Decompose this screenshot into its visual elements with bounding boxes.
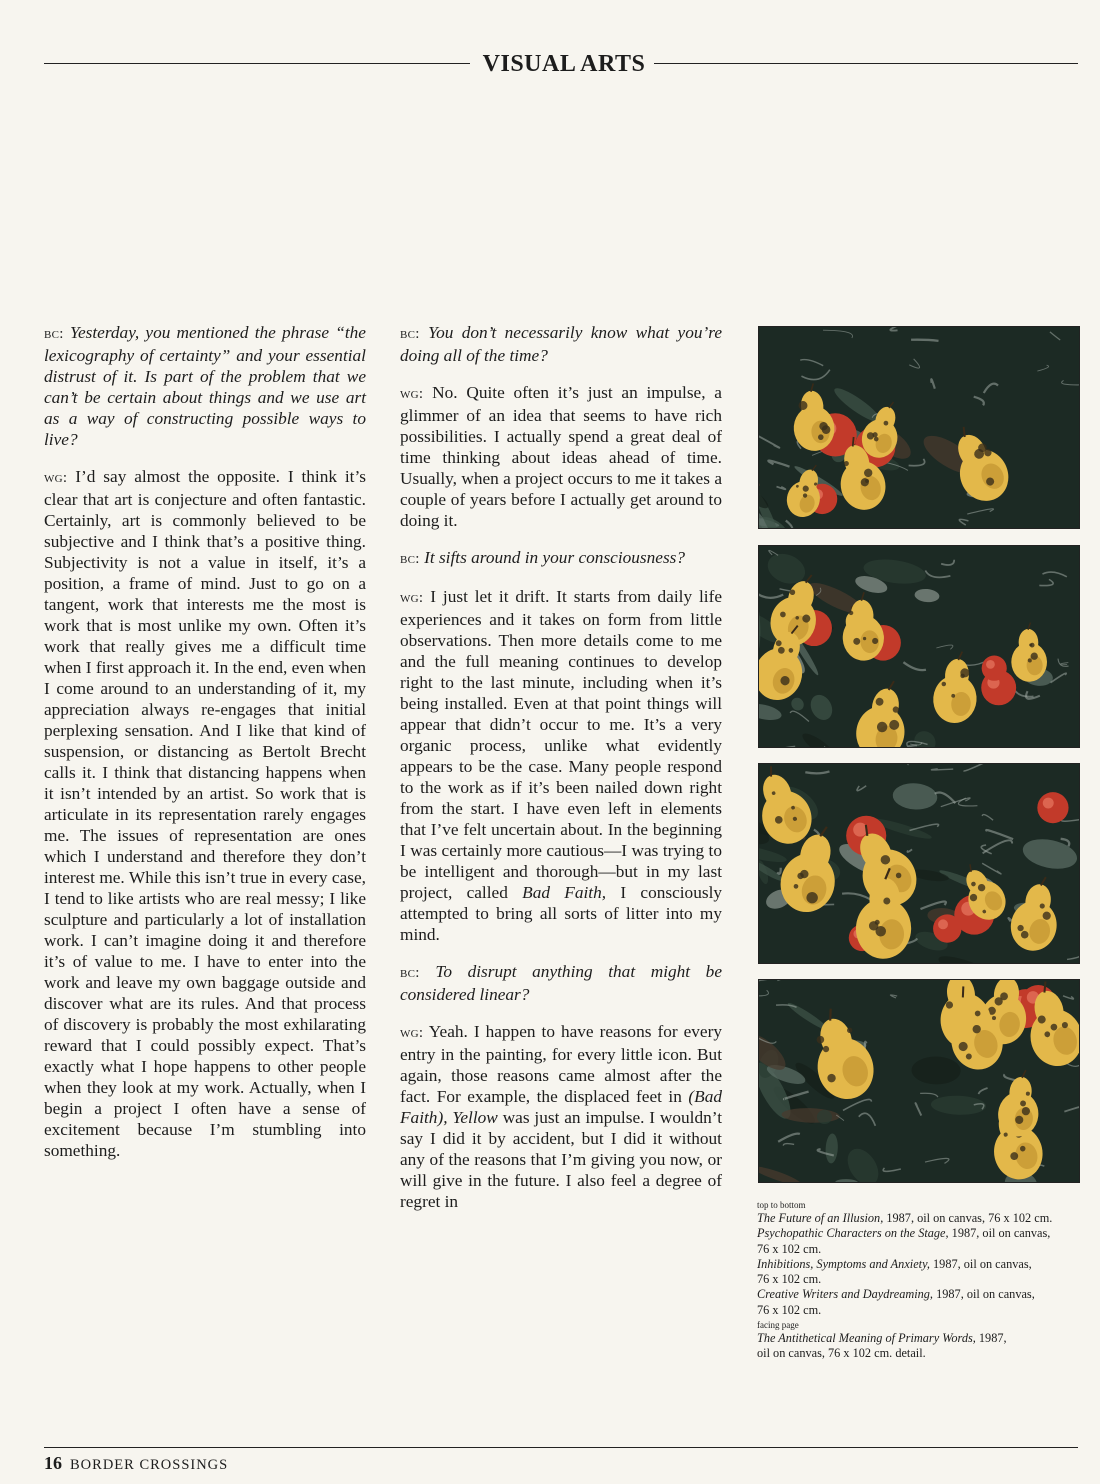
caption-entry: [757, 1331, 1079, 1362]
painting-plate-2: [758, 545, 1080, 748]
caption-title: Creative Writers and Daydreaming,: [757, 1287, 934, 1302]
question-paragraph: [400, 961, 722, 1005]
article-column-1: [44, 322, 366, 1177]
caption-entry: [757, 1211, 1079, 1226]
speaker-bc: bc:: [400, 326, 420, 342]
caption-label: facing page: [757, 1320, 799, 1331]
question-text: You don’t necessarily know what you’re doing all of the time?: [400, 323, 722, 365]
painting-plate-1: [758, 326, 1080, 529]
publication-name: BORDER CROSSINGS: [70, 1457, 229, 1473]
question-paragraph: [400, 322, 722, 366]
caption-title: The Antithetical Meaning of Primary Words,: [757, 1331, 976, 1346]
pear-painting-image: [759, 327, 1079, 528]
answer-text: was just an impulse. I wouldn’t say I did it by accident, but I did it without any of the reasons that I’m giving you now, or will give in the future. I also feel a degree of regret in: [400, 1108, 722, 1211]
speaker-bc: bc:: [400, 965, 420, 981]
image-captions: [757, 1200, 1079, 1362]
caption-entry: [757, 1226, 1079, 1257]
answer-text: I just let it drift. It starts from daily life experiences and it takes on form from little observations. Then more details come to me and the full meaning continues to develop right to the last minute, including when it’s being installed. Even at that point things will appear that didn’t occur to me. It’s a very organic process, unlike what evidently appears to be the case. Many people respond to the work as if it’s been nailed down right from the start. I have even left in elements that I’ve felt uncertain about. In the beginning I was certainly more cautious—I was trying to be intelligent and thorough—but in my last project, called: [400, 587, 722, 902]
answer-paragraph: [44, 466, 366, 1161]
painting-plate-4: [758, 979, 1080, 1183]
caption-entry: [757, 1257, 1079, 1288]
painting-plate-3: [758, 763, 1080, 964]
answer-paragraph: [400, 586, 722, 945]
pear-painting-image: [759, 980, 1079, 1182]
pear-painting-image: [759, 764, 1079, 963]
page-number: 16: [44, 1453, 62, 1473]
article-column-2: [400, 322, 722, 1228]
speaker-wg: wg:: [400, 1025, 424, 1041]
caption-details: oil on canvas, 76 x 102 cm. detail.: [757, 1346, 926, 1361]
question-paragraph: [400, 547, 722, 570]
speaker-bc: bc:: [400, 551, 420, 567]
answer-paragraph: [400, 382, 722, 531]
question-paragraph: [44, 322, 366, 450]
answer-paragraph: [400, 1021, 722, 1212]
artwork-title: Bad Faith,: [522, 883, 607, 902]
caption-details: 76 x 102 cm.: [757, 1272, 822, 1287]
caption-entry: [757, 1287, 1079, 1318]
caption-label: top to bottom: [757, 1200, 806, 1210]
question-text: It sifts around in your consciousness?: [424, 548, 686, 567]
speaker-wg: wg:: [400, 386, 424, 402]
caption-details: 76 x 102 cm.: [757, 1241, 822, 1256]
footer-rule: [44, 1447, 1078, 1448]
caption-details: 1987, oil on canvas,: [936, 1287, 1035, 1302]
caption-title: The Future of an Illusion,: [757, 1211, 884, 1225]
caption-title: Psychopathic Characters on the Stage,: [757, 1226, 949, 1241]
speaker-wg: wg:: [400, 590, 424, 606]
question-text: Yesterday, you mentioned the phrase “the lexicography of certainty” and your essential distrust of it. Is part of the problem that we can’t be certain about things and we use art as a way of constructing possible ways to live?: [44, 323, 366, 449]
caption-details: 1987, oil on canvas, 76 x 102 cm.: [886, 1211, 1053, 1225]
answer-text: I consciously attempted to bring all sorts of litter into my mind.: [400, 883, 723, 944]
caption-title: Inhibitions, Symptoms and Anxiety,: [757, 1256, 930, 1271]
caption-details: 76 x 102 cm.: [757, 1302, 822, 1317]
section-title: VISUAL ARTS: [482, 51, 646, 77]
header-rule-left: [44, 63, 470, 64]
caption-details: 1987, oil on canvas,: [951, 1226, 1051, 1241]
artwork-title: (Bad Faith), Yellow: [400, 1087, 722, 1127]
answer-text: No. Quite often it’s just an impulse, a glimmer of an idea that seems to have rich possibilities. I actually spend a great deal of time thinking about ideas ahead of time. Usually, when a project occurs to me it takes a couple of years before I actually get around to doing it.: [400, 383, 722, 530]
speaker-wg: wg:: [44, 470, 68, 486]
page-footer: [44, 1453, 228, 1475]
pear-painting-image: [759, 546, 1079, 747]
caption-details: 1987,: [978, 1331, 1007, 1346]
question-text: To disrupt anything that might be considered linear?: [400, 962, 722, 1004]
answer-text: I’d say almost the opposite. I think it’s clear that art is conjecture and often fantastic. Certainly, art is commonly believed to be subjective and I think that’s a positive thing. Subjectivity is not a value in itself, it’s a position, a frame of mind. Just to go on a tangent, work that interests me the most is work that is most unlike my own. Often it’s work that really gives me a difficult time when I first approach it. In the end, even when I come around to an understanding of it, my appreciation always re-engages that initial perplexing sensation. And I like that kind of suspension, or distancing as Bertolt Brecht calls it. I think that distancing happens when it isn’t intended by an artist. So work that is articulate in its representation rarely engages me. The issues of representation are ones which I understand and therefore they don’t interest me. While this isn’t true in every case, I tend to like artists who are real messy; I like sculpture and particularly a lot of installation work. I can’t imagine doing it and therefore it’s of value to me. I have to enter into the work and leave my own baggage outside and discover what are its rules. And that process of discovery is probably the most exhilarating reward that I could possibly expect. That’s exactly what I hope happens to other people when they look at my work. Actually, when I begin a project I often have a sense of excitement because I’m stumbling into something.: [44, 467, 366, 1160]
caption-details: 1987, oil on canvas,: [933, 1256, 1032, 1271]
answer-text: Yeah. I happen to have reasons for every entry in the painting, for every little icon. But again, those reasons came almost after the fact. For example, the displaced feet in: [400, 1022, 722, 1106]
header-rule-right: [654, 63, 1078, 64]
speaker-bc: bc:: [44, 326, 64, 342]
